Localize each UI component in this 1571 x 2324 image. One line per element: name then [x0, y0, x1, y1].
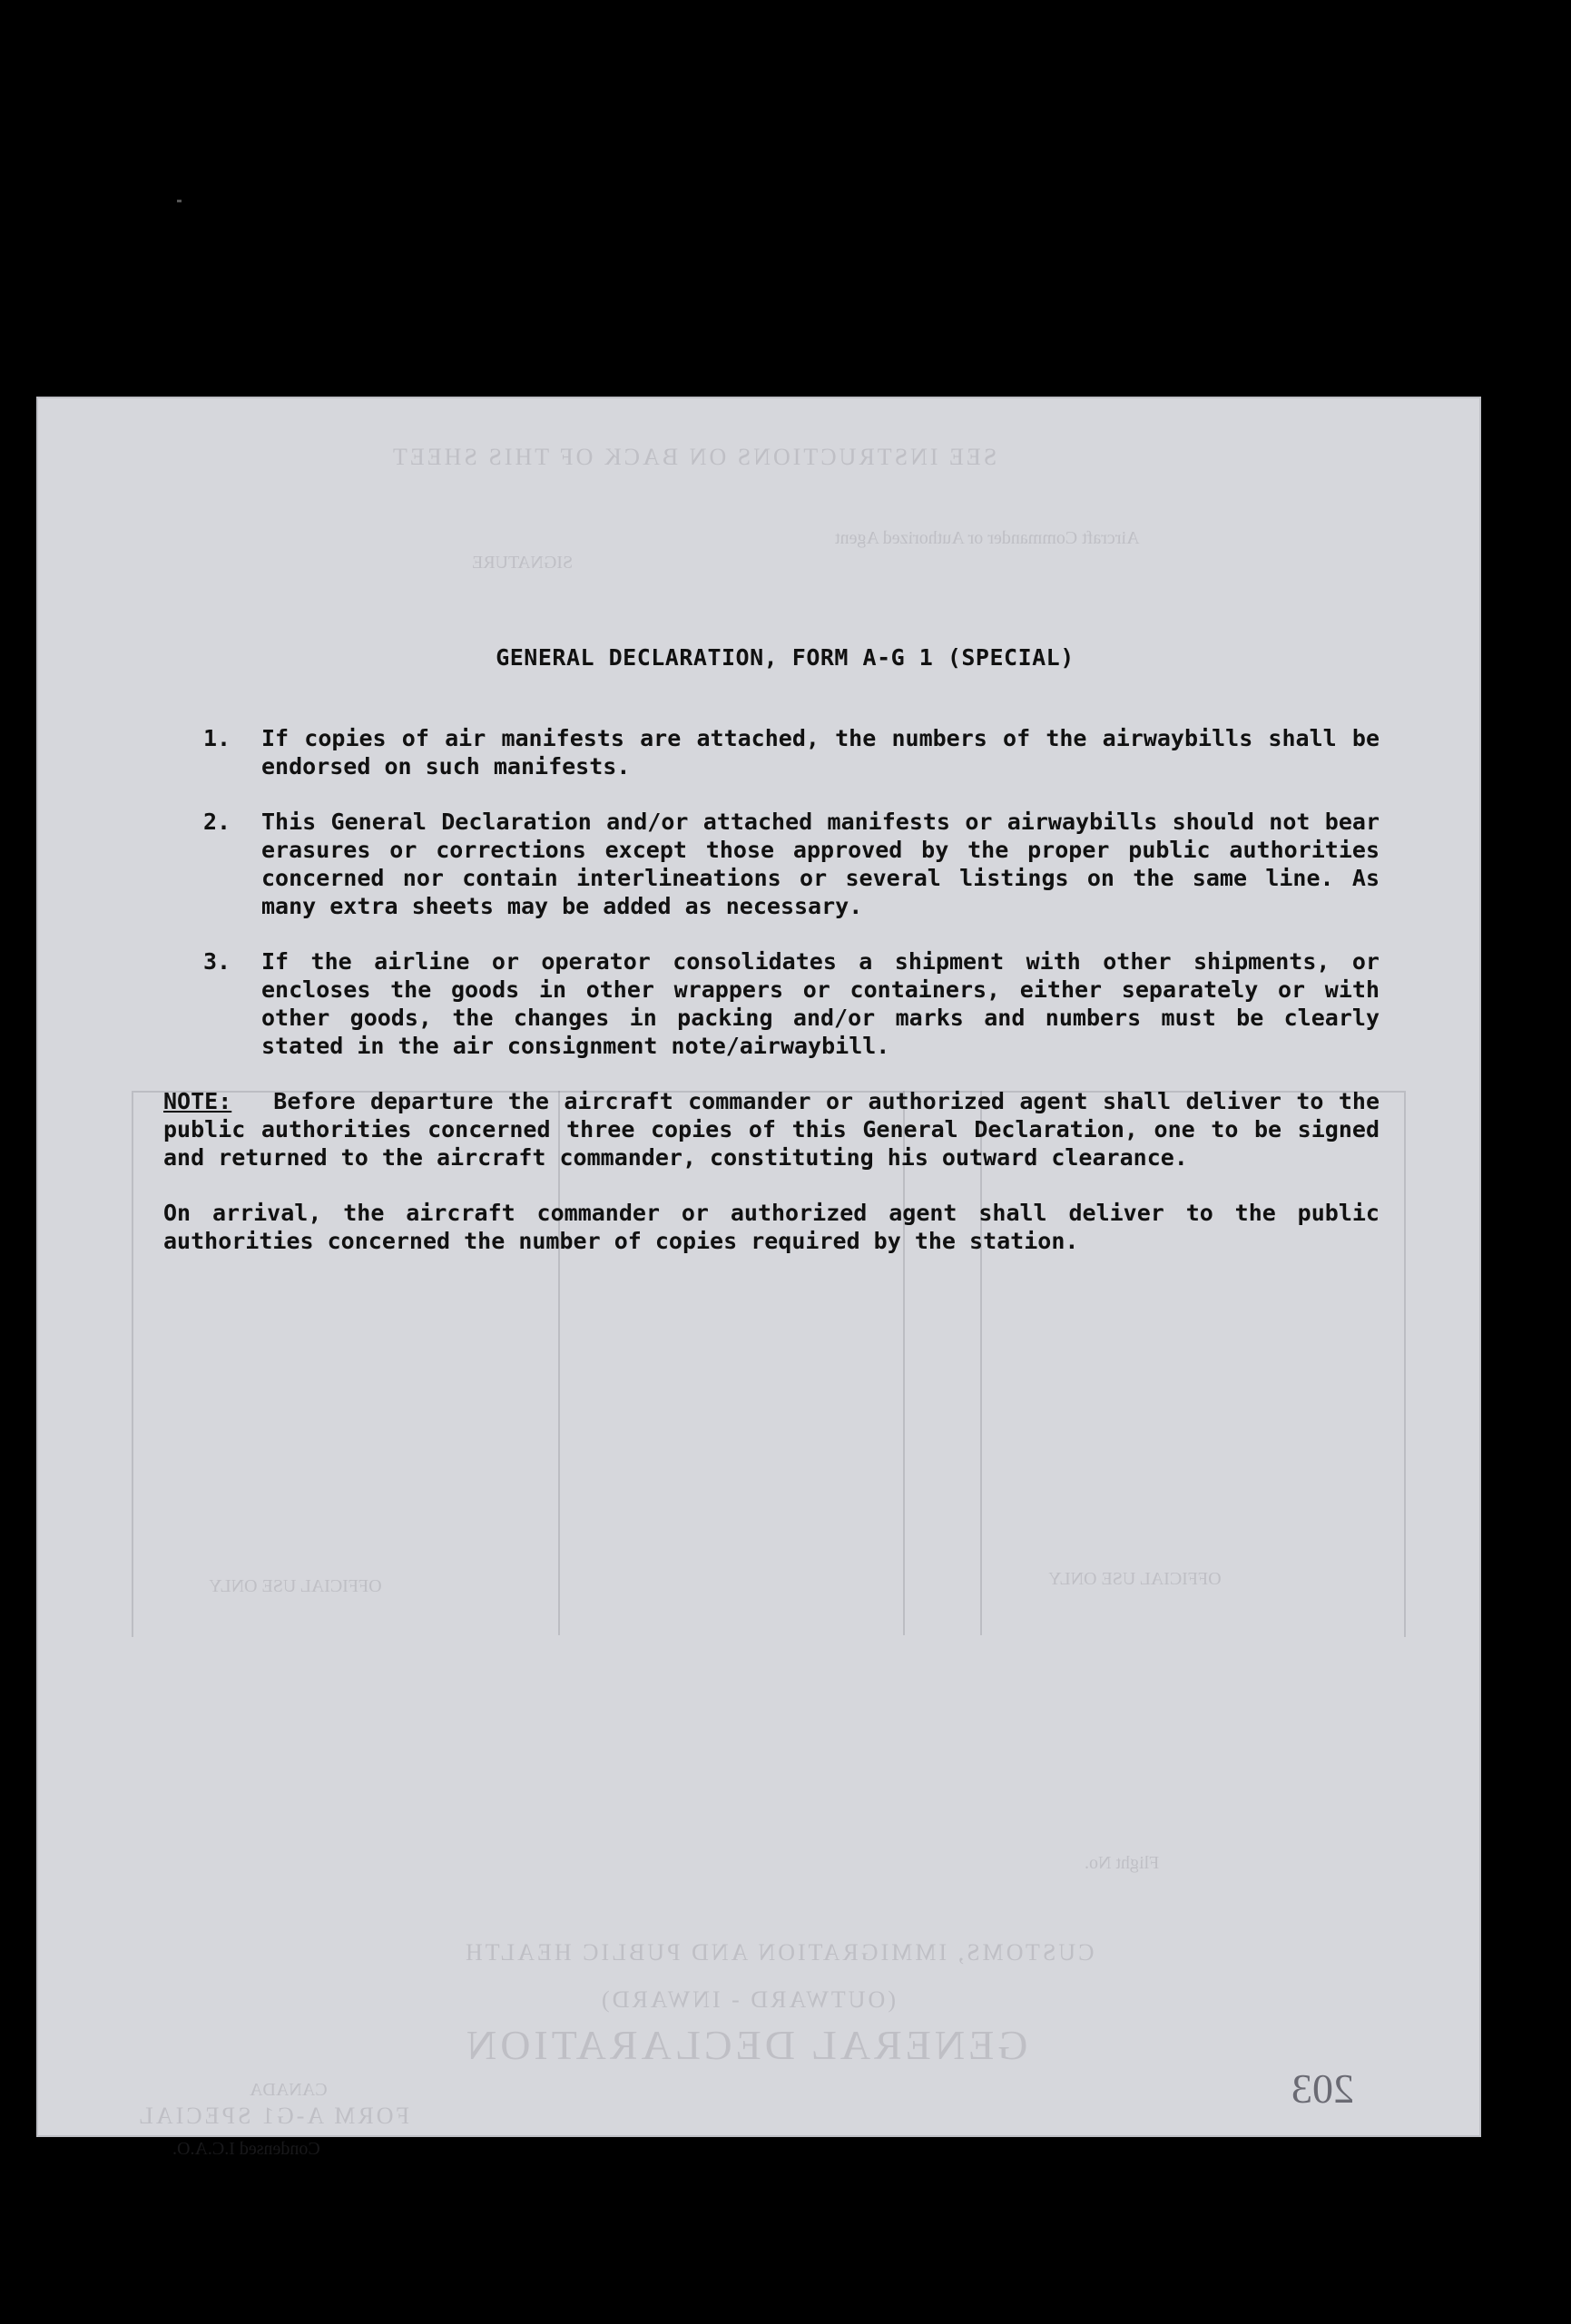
document-sheet	[36, 397, 1481, 2159]
bleed-through-outward-inward: (OUTWARD - INWARD)	[599, 1986, 896, 2013]
bleed-through-form-title: GENERAL DECLARATION	[463, 2022, 1028, 2068]
page-title: GENERAL DECLARATION, FORM A-G 1 (SPECIAL)	[496, 644, 1075, 671]
note-paragraph	[163, 1087, 1407, 1172]
bleed-through-flight-no: Flight No.	[1085, 1853, 1160, 1873]
punch-hole	[1282, 2196, 1330, 2243]
bleed-through-signature: SIGNATURE	[472, 553, 574, 573]
note-label: NOTE:	[163, 1088, 232, 1114]
note-text: Before departure the aircraft commander or authorized agent shall deliver to the public authorities concerned three copies of this General Declaration, one to be signed and returned to the aircraft commander, constituting his outward clearance.	[163, 1088, 1380, 1171]
item-number: 2.	[203, 809, 231, 835]
item-text: If copies of air manifests are attached, the numbers of the airwaybills shall be endorsed on such manifests.	[261, 725, 1380, 780]
arrival-paragraph: On arrival, the aircraft commander or authorized agent shall deliver to the public authorities concerned the number of copies required by the station.	[163, 1200, 1380, 1254]
bleed-through-header: SEE INSTRUCTIONS ON BACK OF THIS SHEET	[390, 444, 997, 470]
bleed-through-country: CANADA	[250, 2080, 328, 2100]
item-text: This General Declaration and/or attached manifests or airwaybills should not bear erasures or corrections except those approved by the proper public authorities concerned nor contain interlineations or several listings on the same line. As many extra sheets may be added as necessary.	[261, 809, 1380, 919]
bleed-through-form-code: FORM A-G1 SPECIAL	[136, 2103, 409, 2129]
scan-speck	[177, 200, 182, 202]
number-stamp: 203	[1291, 2065, 1354, 2112]
bleed-through-commander: Aircraft Commander or Authorized Agent	[835, 528, 1140, 548]
torn-hole	[758, 2201, 858, 2273]
item-number: 3.	[203, 948, 231, 975]
instructions-block	[163, 643, 1407, 1282]
item-number: 1.	[203, 725, 231, 751]
bleed-through-official-use-right: OFFICIAL USE ONLY	[1048, 1569, 1222, 1589]
item-text: If the airline or operator consolidates a shipment with other shipments, or encloses the goods in other wrappers or containers, either separately or with other goods, the changes in packing and/or marks and numbers must be clearly stated in the air consignment note/airwaybill.	[261, 948, 1380, 1059]
bleed-through-condensed: Condensed I.C.A.O.	[172, 2139, 320, 2159]
instruction-item	[163, 947, 1407, 1060]
punch-hole	[259, 2194, 306, 2241]
punch-hole	[107, 2194, 154, 2241]
bleed-through-official-use-left: OFFICIAL USE ONLY	[209, 1576, 382, 1596]
punch-hole	[1122, 2196, 1169, 2243]
instruction-item	[163, 724, 1407, 780]
instruction-item	[163, 808, 1407, 920]
bleed-through-customs: CUSTOMS, IMMIGRATION AND PUBLIC HEALTH	[463, 1939, 1095, 1966]
